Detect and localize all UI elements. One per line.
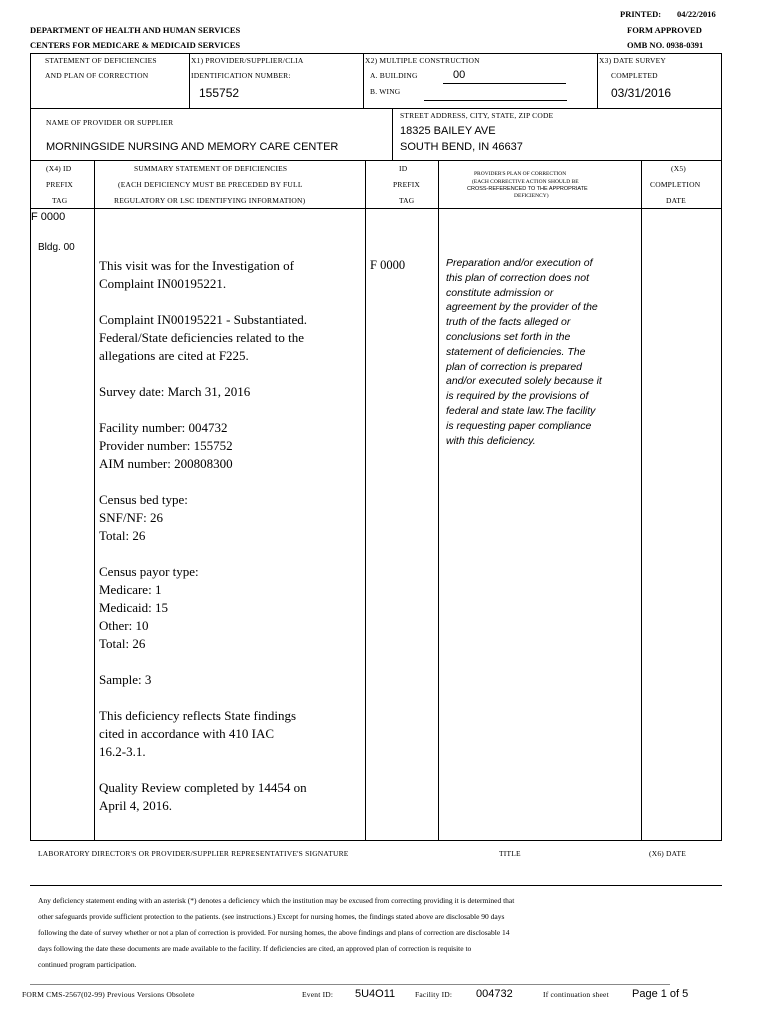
tag-left: F 0000 <box>31 211 66 223</box>
city-state-zip: SOUTH BEND, IN 46637 <box>400 141 523 153</box>
x3-label: X3) DATE SURVEY <box>599 56 666 65</box>
summary-header-3: REGULATORY OR LSC IDENTIFYING INFORMATION) <box>114 196 306 205</box>
finding-paragraph <box>99 491 364 545</box>
finding-line: Other: 10 <box>99 618 149 633</box>
finding-line: Total: 26 <box>99 528 146 543</box>
finding-paragraph <box>99 257 364 293</box>
x5-completion-header: COMPLETION <box>650 180 701 189</box>
printed-date: 04/22/2016 <box>677 9 716 19</box>
poc-line: statement of deficiencies. The <box>446 345 586 358</box>
finding-paragraph <box>99 383 364 401</box>
finding-line: AIM number: 200808300 <box>99 456 233 471</box>
form-number: FORM CMS-2567(02-99) Previous Versions Obsolete <box>22 990 195 999</box>
finding-line: 16.2-3.1. <box>99 744 146 759</box>
poc-line: agreement by the provider of the <box>446 301 598 314</box>
finding-line: cited in accordance with 410 IAC <box>99 726 275 741</box>
finding-paragraph <box>99 419 364 473</box>
x3-label-2: COMPLETED <box>611 71 658 80</box>
signature-title: TITLE <box>499 849 521 858</box>
building-label: A. BUILDING <box>370 71 418 80</box>
finding-paragraph <box>99 707 364 761</box>
centers-title: CENTERS FOR MEDICARE & MEDICAID SERVICES <box>30 40 241 50</box>
poc-header-3: CROSS-REFERENCED TO THE APPROPRIATE <box>467 186 588 192</box>
finding-line: allegations are cited at F225. <box>99 348 249 363</box>
finding-line: Survey date: March 31, 2016 <box>99 384 251 399</box>
x2-label: X2) MULTIPLE CONSTRUCTION <box>365 56 480 65</box>
event-id: 5U4O11 <box>355 988 396 1000</box>
statement-label-1: STATEMENT OF DEFICIENCIES <box>45 56 157 65</box>
x1-label: X1) PROVIDER/SUPPLIER/CLIA <box>191 56 304 65</box>
poc-line: with this deficiency. <box>446 434 536 447</box>
poc-header-2: (EACH CORRECTIVE ACTION SHOULD BE <box>472 179 579 185</box>
id-prefix-header: PREFIX <box>393 180 421 189</box>
poc-header-4: DEFICIENCY) <box>514 193 549 199</box>
tag-right: F 0000 <box>370 258 406 272</box>
x4-prefix-header: PREFIX <box>46 180 74 189</box>
poc-header-1: PROVIDER'S PLAN OF CORRECTION <box>474 171 567 177</box>
disclaimer <box>38 893 678 973</box>
finding-line: Medicare: 1 <box>99 582 162 597</box>
id-header: ID <box>399 164 408 173</box>
continuation-label: If continuation sheet <box>543 990 609 999</box>
disclaimer-line: days following the date these documents are made available to the facility. If deficiencies are cited, an approved plan of correction is requisite to <box>38 944 472 953</box>
finding-line: Facility number: 004732 <box>99 420 228 435</box>
finding-line: Medicaid: 15 <box>99 600 168 615</box>
summary-findings <box>99 257 364 833</box>
x5-header: (X5) <box>671 164 686 173</box>
finding-paragraph <box>99 779 364 815</box>
survey-date: 03/31/2016 <box>611 86 672 100</box>
statement-label-2: AND PLAN OF CORRECTION <box>45 71 149 80</box>
id-tag-header: TAG <box>399 196 415 205</box>
street-address: 18325 BAILEY AVE <box>400 125 496 137</box>
facility-id-label: Facility ID: <box>415 990 453 999</box>
disclaimer-line: other safeguards provide sufficient protection to the patients. (see instructions.) Except for nursing homes, the findings stated above are disclosable 90 days <box>38 912 505 921</box>
signature-label: LABORATORY DIRECTOR'S OR PROVIDER/SUPPLIER REPRESENTATIVE'S SIGNATURE <box>38 849 349 858</box>
finding-line: Complaint IN00195221 - Substantiated. <box>99 312 307 327</box>
poc-line: is required by the provisions of <box>446 390 589 403</box>
address-label: STREET ADDRESS, CITY, STATE, ZIP CODE <box>400 111 554 120</box>
building-tag: Bldg. 00 <box>38 242 75 253</box>
finding-line: Provider number: 155752 <box>99 438 233 453</box>
x5-date-header: DATE <box>666 196 686 205</box>
finding-line: Sample: 3 <box>99 672 152 687</box>
finding-line: Complaint IN00195221. <box>99 276 227 291</box>
x4-id-header: (X4) ID <box>46 164 72 173</box>
department-title: DEPARTMENT OF HEALTH AND HUMAN SERVICES <box>30 25 241 35</box>
provider-name-label: NAME OF PROVIDER OR SUPPLIER <box>46 118 174 127</box>
omb-number: OMB NO. 0938-0391 <box>627 40 704 50</box>
poc-line: Preparation and/or execution of <box>446 257 593 269</box>
disclaimer-line: following the date of survey whether or not a plan of correction is provided. For nursing homes, the above findings and plans of correction are disclosable 14 <box>38 928 510 937</box>
wing-label: B. WING <box>370 87 401 96</box>
facility-id: 004732 <box>476 988 513 1000</box>
disclaimer-line: continued program participation. <box>38 960 137 969</box>
event-id-label: Event ID: <box>302 990 334 999</box>
signature-date: (X6) DATE <box>649 849 687 858</box>
poc-line: constitute admission or <box>446 286 554 299</box>
finding-paragraph <box>99 563 364 653</box>
finding-line: This deficiency reflects State findings <box>99 708 297 723</box>
finding-line: SNF/NF: 26 <box>99 510 163 525</box>
poc-line: this plan of correction does not <box>446 271 590 284</box>
finding-line: Total: 26 <box>99 636 146 651</box>
x4-tag-header: TAG <box>52 196 68 205</box>
poc-line: truth of the facts alleged or <box>446 316 571 329</box>
finding-line: April 4, 2016. <box>99 798 172 813</box>
finding-line: This visit was for the Investigation of <box>99 258 294 273</box>
plan-of-correction <box>446 256 638 448</box>
provider-id: 155752 <box>199 86 240 100</box>
finding-paragraph <box>99 671 364 689</box>
poc-line: and/or executed solely because it <box>446 375 602 388</box>
poc-line: plan of correction is prepared <box>446 360 582 373</box>
form-approved: FORM APPROVED <box>627 25 702 35</box>
poc-line: federal and state law.The facility <box>446 404 596 417</box>
poc-line: conclusions set forth in the <box>446 330 571 343</box>
disclaimer-line: Any deficiency statement ending with an asterisk (*) denotes a deficiency which the institution may be excused from correcting providing it is determined that <box>38 896 515 905</box>
finding-paragraph <box>99 311 364 365</box>
poc-line: is requesting paper compliance <box>446 419 592 432</box>
printed-label: PRINTED: <box>620 9 662 19</box>
finding-line: Census payor type: <box>99 564 199 579</box>
finding-line: Federal/State deficiencies related to the <box>99 330 305 345</box>
finding-line: Census bed type: <box>99 492 188 507</box>
page-number: Page 1 of 5 <box>632 988 689 1000</box>
summary-header-2: (EACH DEFICIENCY MUST BE PRECEDED BY FULL <box>118 180 303 189</box>
x1-label-2: IDENTIFICATION NUMBER: <box>191 71 291 80</box>
finding-line: Quality Review completed by 14454 on <box>99 780 307 795</box>
summary-header-1: SUMMARY STATEMENT OF DEFICIENCIES <box>134 164 288 173</box>
building-value: 00 <box>453 69 466 81</box>
provider-name: MORNINGSIDE NURSING AND MEMORY CARE CENTER <box>46 141 339 153</box>
